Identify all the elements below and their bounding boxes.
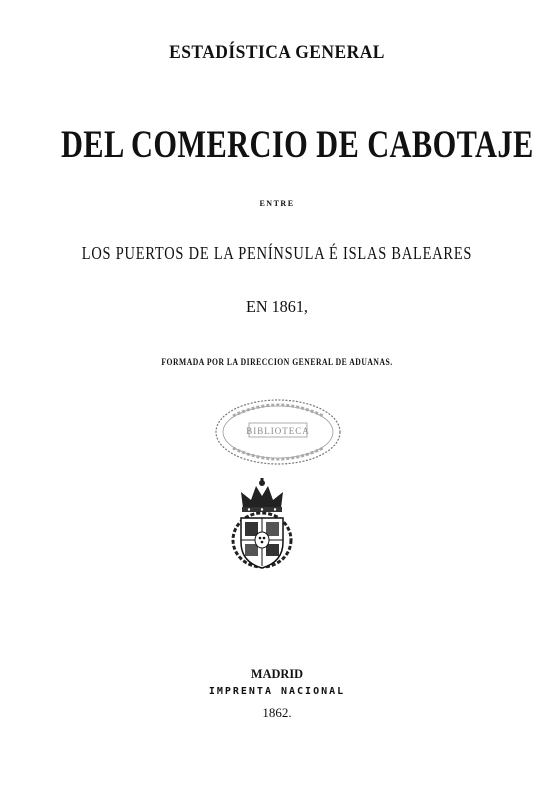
publication-place: MADRID [250,666,304,681]
subtitle: LOS PUERTOS DE LA PENÍNSULA É ISLAS BALEARES [81,243,473,263]
title-line-2: DEL COMERCIO DE CABOTAJE [60,123,534,166]
author-line: FORMADA POR LA DIRECCION GENERAL DE ADUANAS. [161,357,393,367]
library-stamp-icon [213,396,343,468]
publication-year: 1862. [262,705,292,720]
stamp-text: BIBLIOTECA [246,426,310,436]
year-line: EN 1861, [246,297,308,316]
publisher: IMPRENTA NACIONAL [208,686,346,697]
title-line-1: ESTADÍSTICA GENERAL [169,42,385,63]
connector-word: ENTRE [259,199,295,208]
royal-coat-of-arms-icon [229,478,295,570]
